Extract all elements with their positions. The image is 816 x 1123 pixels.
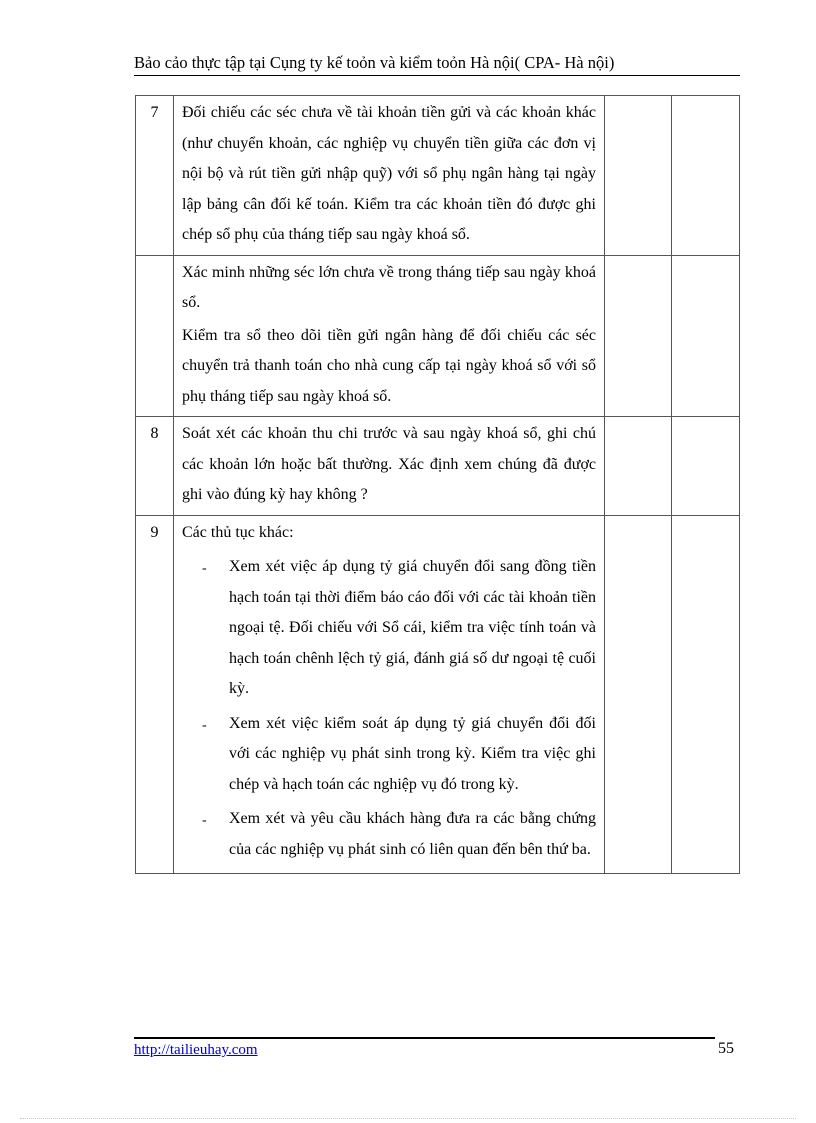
row-number: 9 [136, 515, 174, 874]
procedure-cell [174, 255, 605, 417]
footer-divider [134, 1037, 715, 1039]
check-cell [605, 255, 672, 417]
list-item [182, 552, 596, 705]
list-item [182, 804, 596, 865]
reference-cell [672, 515, 740, 874]
page-number: 55 [718, 1040, 734, 1057]
bullet-marker: - [202, 813, 207, 828]
procedure-bullet-list [182, 552, 596, 865]
table-row [136, 417, 740, 516]
bullet-text: Xem xét việc áp dụng tỷ giá chuyển đổi sang đồng tiền hạch toán tại thời điểm báo cáo đối với các tài khoản tiền ngoại tệ. Đối chiếu với Sổ cái, kiểm tra việc tính toán và hạch toán chênh lệch tỷ giá, đánh giá số dư ngoại tệ cuối kỳ. [229, 558, 596, 697]
procedure-text: Đối chiếu các séc chưa về tài khoản tiền gửi và các khoản khác (như chuyển khoản, các nghiệp vụ chuyển tiền giữa các đơn vị nội bộ và rút tiền gửi nhập quỹ) với sổ phụ ngân hàng tại ngày lập bảng cân đối kế toán. Kiểm tra các khoản tiền đó được ghi chép sổ phụ của tháng tiếp sau ngày khoá sổ. [182, 104, 596, 243]
row-number: 8 [136, 417, 174, 516]
table-row [136, 515, 740, 874]
reference-cell [672, 96, 740, 256]
bullet-text: Xem xét việc kiểm soát áp dụng tỷ giá chuyển đổi đối với các nghiệp vụ phát sinh trong kỳ. Kiểm tra việc ghi chép và hạch toán các nghiệp vụ đó trong kỳ. [229, 714, 596, 793]
reference-cell [672, 417, 740, 516]
check-cell [605, 96, 672, 256]
page-header: Bảo cảo thực tập tại Cụng ty kế toỏn và kiểm toỏn Hà nội( CPA- Hà nội) [134, 52, 740, 76]
audit-procedures-table [135, 95, 740, 874]
check-cell [605, 417, 672, 516]
row-number [136, 255, 174, 417]
list-item [182, 709, 596, 801]
page-edge-divider [20, 1118, 796, 1119]
footer-link[interactable]: http://tailieuhay.com [134, 1042, 258, 1058]
bullet-text: Xem xét và yêu cầu khách hàng đưa ra các bằng chứng của các nghiệp vụ phát sinh có liên quan đến bên thứ ba. [229, 810, 596, 858]
reference-cell [672, 255, 740, 417]
procedure-cell [174, 96, 605, 256]
check-cell [605, 515, 672, 874]
procedure-text: Kiểm tra sổ theo dõi tiền gửi ngân hàng để đối chiếu các séc chuyển trả thanh toán cho nhà cung cấp tại ngày khoá sổ với sổ phụ tháng tiếp sau ngày khoá sổ. [182, 326, 596, 405]
procedure-text: Soát xét các khoản thu chi trước và sau ngày khoá sổ, ghi chú các khoản lớn hoặc bất thường. Xác định xem chúng đã được ghi vào đúng kỳ hay không ? [182, 425, 596, 503]
table-row [136, 255, 740, 417]
table-row [136, 96, 740, 256]
procedure-text: Xác minh những séc lớn chưa về trong tháng tiếp sau ngày khoá sổ. [182, 263, 596, 311]
bullet-marker: - [202, 561, 207, 576]
procedure-cell [174, 417, 605, 516]
row-number: 7 [136, 96, 174, 256]
bullet-marker: - [202, 717, 207, 733]
procedure-intro: Các thủ tục khác: [182, 523, 294, 541]
procedure-cell [174, 515, 605, 874]
